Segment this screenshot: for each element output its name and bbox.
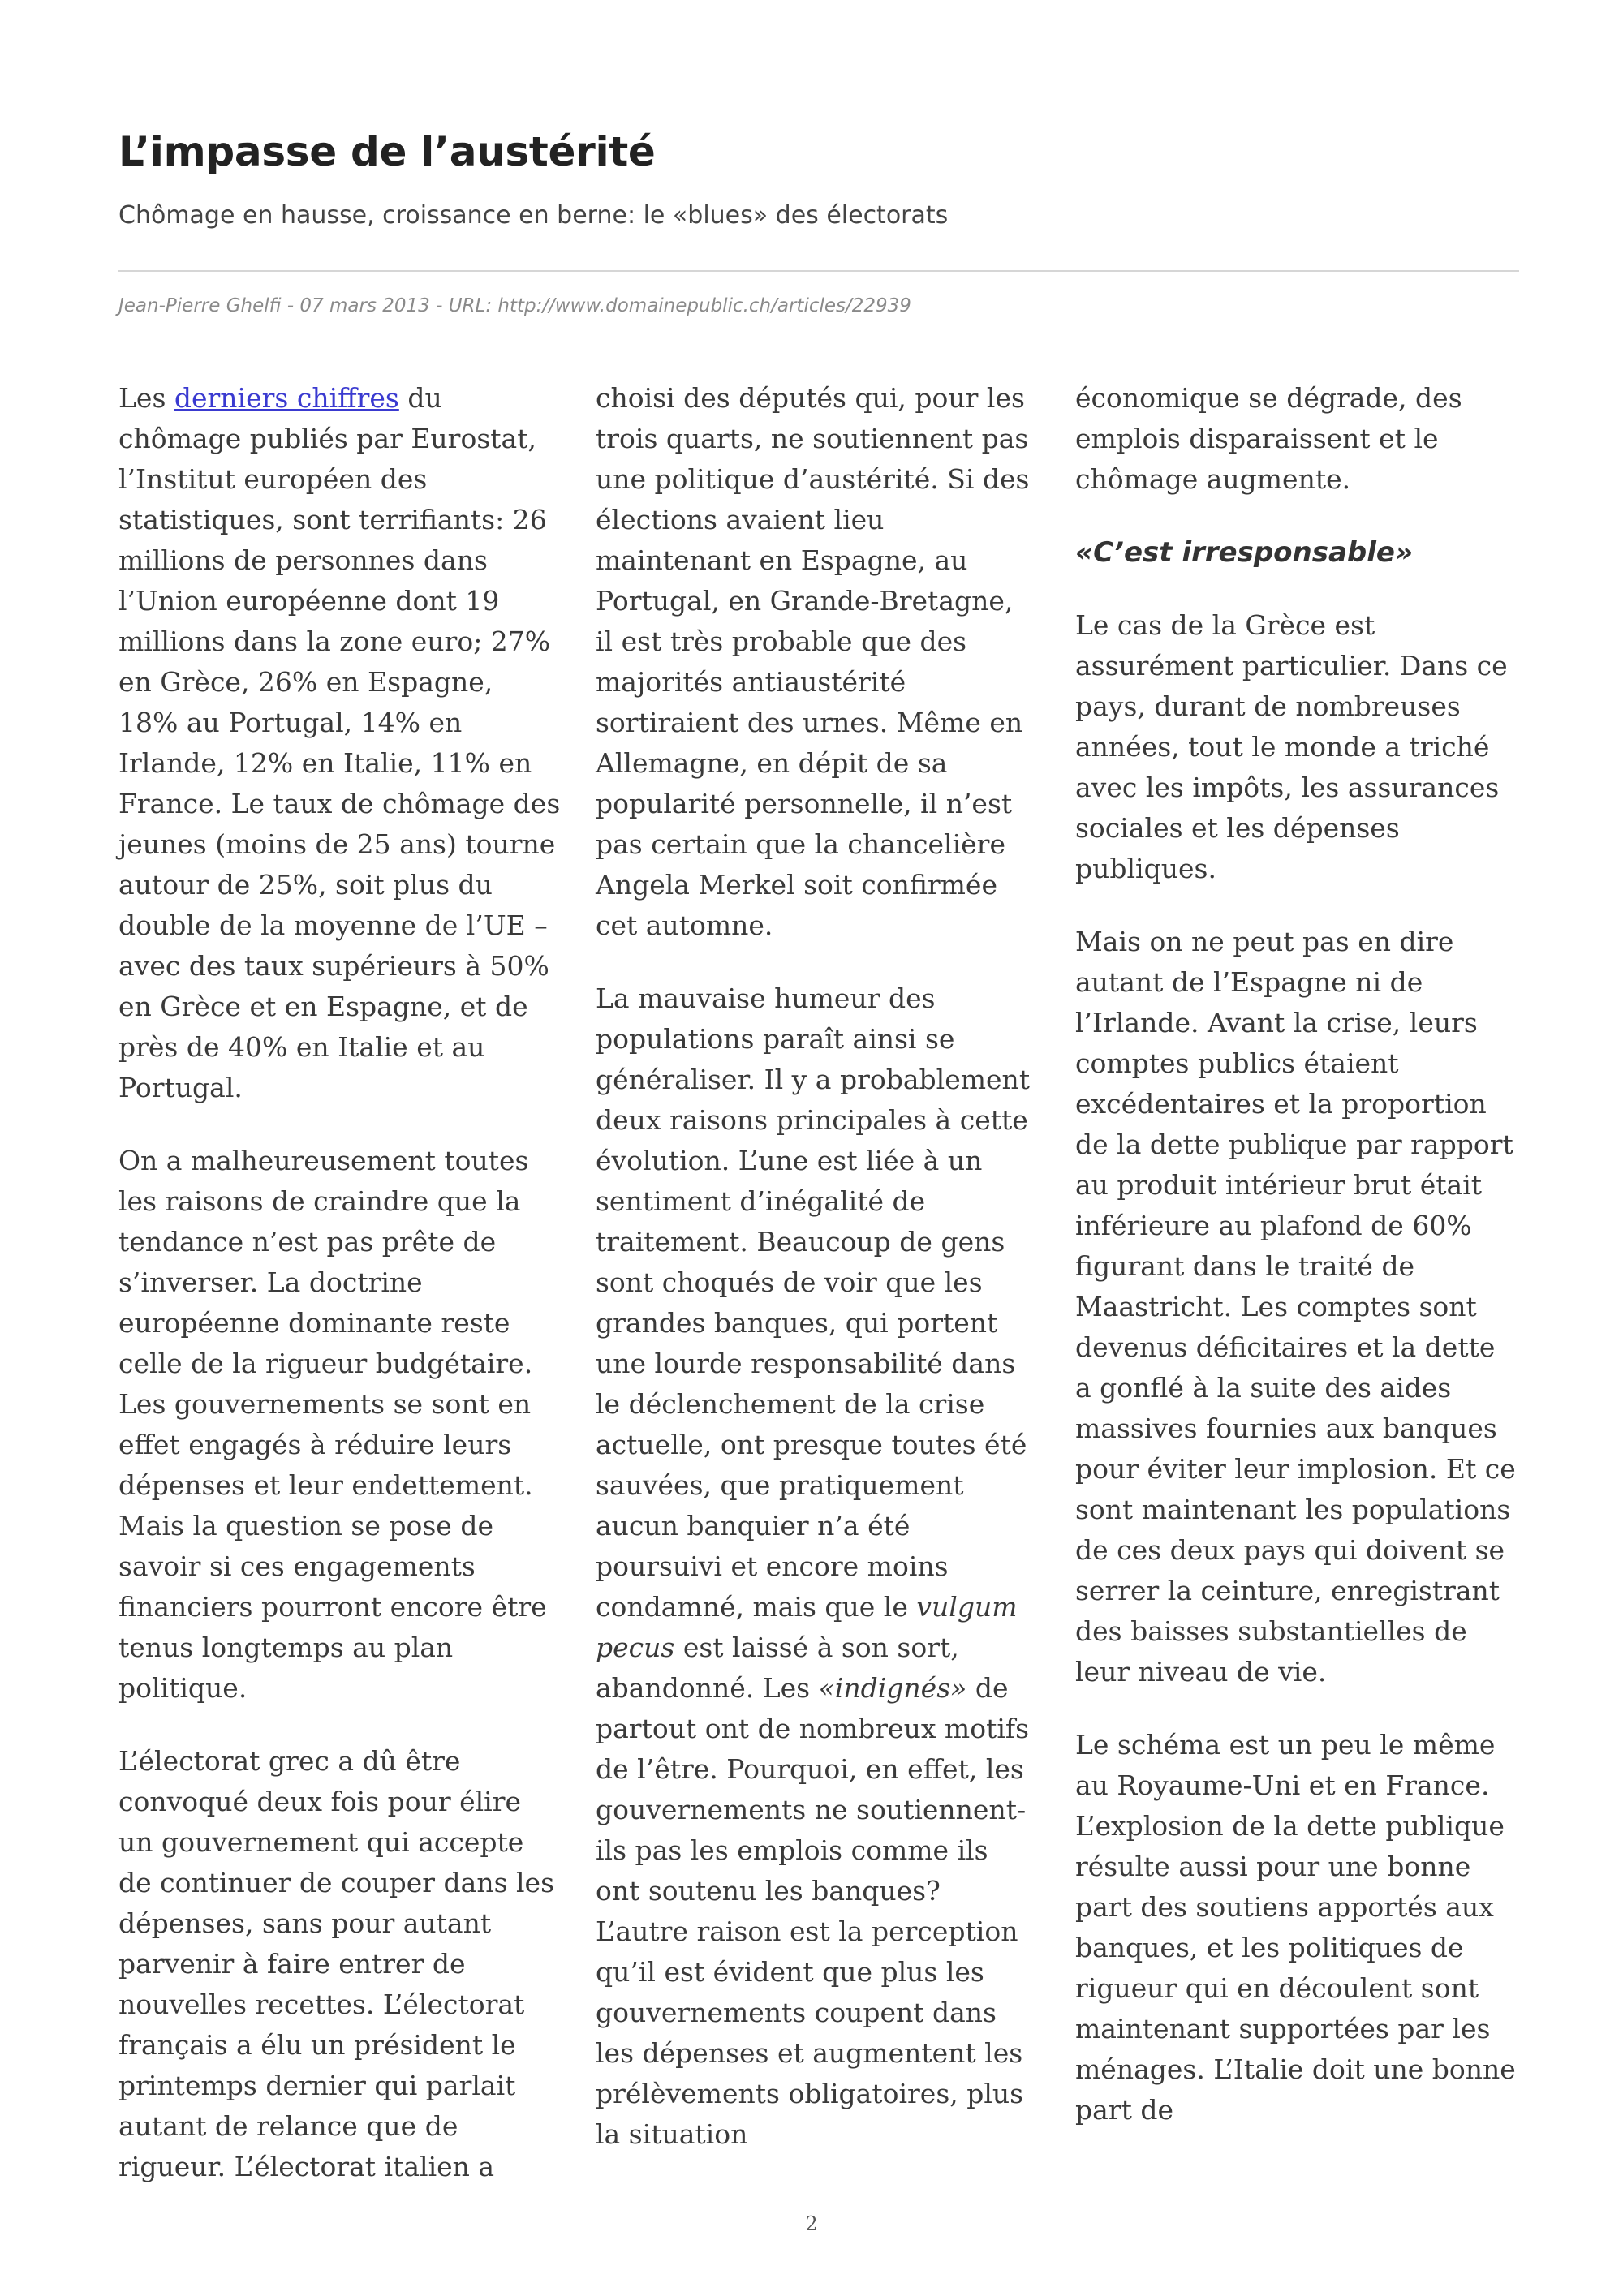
vulgum-pecus-italic: vulgum pecus: [596, 1591, 1018, 1663]
text-column-3: [1075, 378, 1518, 2130]
article-meta: Jean-Pierre Ghelfi - 07 mars 2013 - URL: http://www.domainepublic.ch/articles/22939: [118, 295, 911, 316]
page-title: L’impasse de l’austérité: [118, 128, 656, 175]
derniers-chiffres-link[interactable]: derniers chiffres: [174, 382, 399, 414]
text-column-2: [596, 378, 1038, 2155]
paragraph-4-part-2: économique se dégrade, des emplois disparaissent et le chômage augmente.: [1075, 382, 1462, 495]
section-heading: «C’est irresponsable»: [1075, 536, 1414, 569]
text-column-1: [118, 378, 561, 2187]
paragraph-4-start: La mauvaise humeur des populations paraît ainsi se généraliser. Il y a probablement deux raisons principales à cette évolution. L’une est liée à un sentiment d’inégalité de traitement. Beaucoup de gens sont choqués de voir que les grandes banques, qui portent une lourde responsabilité dans le déclenchement de la crise actuelle, ont presque toutes été sauvées, que pratiquement aucun banquier n’a été poursuivi et encore moins condamné, mais que le: [596, 982, 1031, 1623]
indignes-italic: «indignés»: [818, 1672, 967, 1704]
paragraph-4-end: de partout ont de nombreux motifs de l’être. Pourquoi, en effet, les gouvernements ne soutiennent-ils pas les emplois comme ils ont soutenu les banques? L’autre raison est la perception qu’il est évident que plus les gouvernements coupent dans les dépenses et augmentent les prélèvements obligatoires, plus la situation: [596, 1672, 1030, 2150]
paragraph-1-start: Les: [118, 382, 174, 414]
paragraph-5: Le cas de la Grèce est assurément particulier. Dans ce pays, durant de nombreuses années, tout le monde a triché avec les impôts, les assurances sociales et les dépenses publiques.: [1075, 609, 1508, 884]
paragraph-6: Mais on ne peut pas en dire autant de l’Espagne ni de l’Irlande. Avant la crise, leurs comptes publics étaient excédentaires et la proportion de la dette publique par rapport au produit intérieur brut était inférieure au plafond de 60% figurant dans le traité de Maastricht. Les comptes sont devenus déficitaires et la dette a gonflé à la suite des aides massives fournies aux banques pour éviter leur implosion. Et ce sont maintenant les populations de ces deux pays qui doivent se serrer la ceinture, enregistrant des baisses substantielles de leur niveau de vie.: [1075, 926, 1516, 1688]
paragraph-2: On a malheureusement toutes les raisons de craindre que la tendance n’est pas prête de s’inverser. La doctrine européenne dominante reste celle de la rigueur budgétaire. Les gouvernements se sont en effet engagés à réduire leurs dépenses et leur endettement. Mais la question se pose de savoir si ces engagements financiers pourront encore être tenus longtemps au plan politique.: [118, 1145, 547, 1704]
page-number: 2: [805, 2212, 818, 2235]
paragraph-7: Le schéma est un peu le même au Royaume-Uni et en France. L’explosion de la dette publique résulte aussi pour une bonne part des soutiens apportés aux banques, et les politiques de rigueur qui en découlent sont maintenant supportées par les ménages. L’Italie doit une bonne part de: [1075, 1729, 1516, 2126]
paragraph-4-mid: est laissé à son sort, abandonné. Les: [596, 1632, 959, 1704]
header-divider: [118, 270, 1519, 272]
paragraph-3-part-1: L’électorat grec a dû être convoqué deux fois pour élire un gouvernement qui accepte de continuer de couper dans les dépenses, sans pour autant parvenir à faire entrer de nouvelles recettes. L’électorat français a élu un président le printemps dernier qui parlait autant de relance que de rigueur. L’électorat italien a: [118, 1745, 555, 2182]
paragraph-3-part-2: choisi des députés qui, pour les trois quarts, ne soutiennent pas une politique d’austérité. Si des élections avaient lieu maintenant en Espagne, au Portugal, en Grande-Bretagne, il est très probable que des majorités antiaustérité sortiraient des urnes. Même en Allemagne, en dépit de sa popularité personnelle, il n’est pas certain que la chancelière Angela Merkel soit confirmée cet automne.: [596, 382, 1030, 941]
subtitle: Chômage en hausse, croissance en berne: le «blues» des électorats: [118, 201, 949, 230]
paragraph-4-part-1: [596, 978, 1038, 2155]
paragraph-1-rest: du chômage publiés par Eurostat, l’Institut européen des statistiques, sont terrifiants: 26 millions de personnes dans l’Union européenne dont 19 millions dans la zone euro; 27% en Grèce, 26% en Espagne, 18% au Portugal, 14% en Irlande, 12% en Italie, 11% en France. Le taux de chômage des jeunes (moins de 25 ans) tourne autour de 25%, soit plus du double de la moyenne de l’UE – avec des taux supérieurs à 50% en Grèce et en Espagne, et de près de 40% en Italie et au Portugal.: [118, 382, 561, 1103]
paragraph-1: [118, 378, 561, 1108]
